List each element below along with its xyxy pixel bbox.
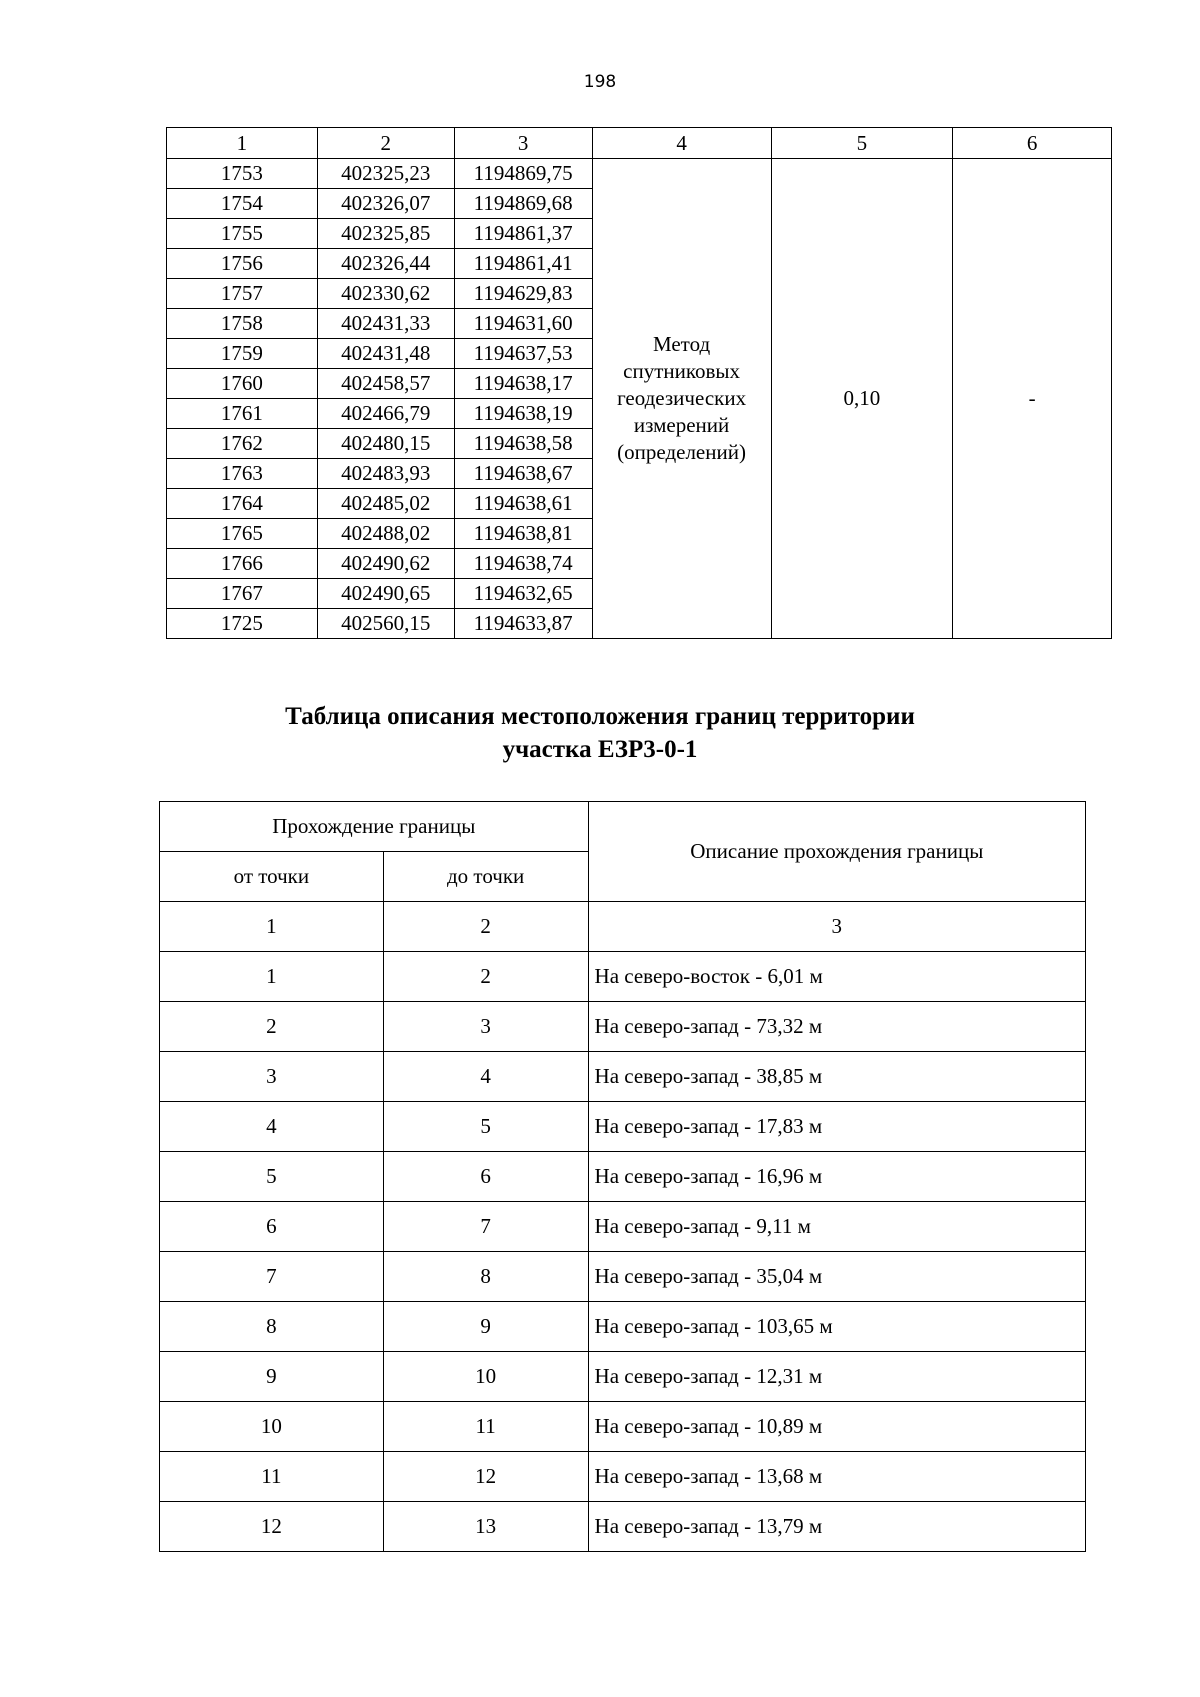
point-number-cell: 1756 <box>167 249 318 279</box>
method-cell: Метод спутниковых геодезических измерений (определений) <box>592 159 771 639</box>
y-coordinate-cell: 1194861,41 <box>454 249 592 279</box>
y-coordinate-cell: 1194638,17 <box>454 369 592 399</box>
column-number-4: 4 <box>592 128 771 159</box>
x-coordinate-cell: 402466,79 <box>317 399 454 429</box>
y-coordinate-cell: 1194632,65 <box>454 579 592 609</box>
title-line-1: Таблица описания местоположения границ территории <box>285 703 915 730</box>
description-cell: На северо-запад - 103,65 м <box>588 1302 1085 1352</box>
column-number-1: 1 <box>167 128 318 159</box>
y-coordinate-cell: 1194629,83 <box>454 279 592 309</box>
from-point-cell: 4 <box>160 1102 384 1152</box>
from-point-cell: 3 <box>160 1052 384 1102</box>
x-coordinate-cell: 402330,62 <box>317 279 454 309</box>
from-point-cell: 8 <box>160 1302 384 1352</box>
y-coordinate-cell: 1194637,53 <box>454 339 592 369</box>
point-number-cell: 1755 <box>167 219 318 249</box>
from-point-cell: 12 <box>160 1502 384 1552</box>
column-number-5: 5 <box>771 128 953 159</box>
description-cell: На северо-восток - 6,01 м <box>588 952 1085 1002</box>
point-number-cell: 1760 <box>167 369 318 399</box>
x-coordinate-cell: 402326,07 <box>317 189 454 219</box>
description-cell: На северо-запад - 13,79 м <box>588 1502 1085 1552</box>
point-number-cell: 1754 <box>167 189 318 219</box>
to-point-cell: 7 <box>383 1202 588 1252</box>
y-coordinate-cell: 1194638,58 <box>454 429 592 459</box>
point-number-cell: 1725 <box>167 609 318 639</box>
description-cell: На северо-запад - 38,85 м <box>588 1052 1085 1102</box>
y-coordinate-cell: 1194869,75 <box>454 159 592 189</box>
x-coordinate-cell: 402485,02 <box>317 489 454 519</box>
column-6-cell: - <box>953 159 1112 639</box>
point-number-cell: 1761 <box>167 399 318 429</box>
accuracy-cell: 0,10 <box>771 159 953 639</box>
y-coordinate-cell: 1194638,74 <box>454 549 592 579</box>
table-row <box>160 1352 1086 1402</box>
table-row <box>160 1302 1086 1352</box>
coordinates-table <box>166 127 1112 639</box>
x-coordinate-cell: 402560,15 <box>317 609 454 639</box>
table-title <box>0 700 1200 766</box>
description-cell: На северо-запад - 13,68 м <box>588 1452 1085 1502</box>
x-coordinate-cell: 402483,93 <box>317 459 454 489</box>
from-point-cell: 6 <box>160 1202 384 1252</box>
table-row <box>160 1402 1086 1452</box>
boundary-header-row <box>160 802 1086 852</box>
point-number-cell: 1753 <box>167 159 318 189</box>
y-coordinate-cell: 1194638,19 <box>454 399 592 429</box>
point-number-cell: 1759 <box>167 339 318 369</box>
y-coordinate-cell: 1194638,67 <box>454 459 592 489</box>
from-point-cell: 11 <box>160 1452 384 1502</box>
table-row <box>160 1102 1086 1152</box>
table-row <box>160 1052 1086 1102</box>
boundary-description-table <box>159 801 1086 1552</box>
x-coordinate-cell: 402488,02 <box>317 519 454 549</box>
page-number: 198 <box>583 72 617 92</box>
boundary-column-numbers-row <box>160 902 1086 952</box>
table-row <box>160 1202 1086 1252</box>
description-cell: На северо-запад - 35,04 м <box>588 1252 1085 1302</box>
table-row <box>160 1452 1086 1502</box>
x-coordinate-cell: 402480,15 <box>317 429 454 459</box>
to-point-cell: 10 <box>383 1352 588 1402</box>
to-point-cell: 12 <box>383 1452 588 1502</box>
header-description: Описание прохождения границы <box>588 802 1085 902</box>
to-point-cell: 8 <box>383 1252 588 1302</box>
x-coordinate-cell: 402326,44 <box>317 249 454 279</box>
x-coordinate-cell: 402458,57 <box>317 369 454 399</box>
column-number-2: 2 <box>383 902 588 952</box>
table-row <box>160 952 1086 1002</box>
table-row <box>167 159 1112 189</box>
y-coordinate-cell: 1194869,68 <box>454 189 592 219</box>
point-number-cell: 1758 <box>167 309 318 339</box>
point-number-cell: 1763 <box>167 459 318 489</box>
column-number-6: 6 <box>953 128 1112 159</box>
y-coordinate-cell: 1194633,87 <box>454 609 592 639</box>
point-number-cell: 1766 <box>167 549 318 579</box>
table-row <box>160 1252 1086 1302</box>
x-coordinate-cell: 402431,48 <box>317 339 454 369</box>
header-boundary-passage: Прохождение границы <box>160 802 589 852</box>
to-point-cell: 9 <box>383 1302 588 1352</box>
point-number-cell: 1767 <box>167 579 318 609</box>
description-cell: На северо-запад - 73,32 м <box>588 1002 1085 1052</box>
column-number-1: 1 <box>160 902 384 952</box>
column-number-3: 3 <box>588 902 1085 952</box>
description-cell: На северо-запад - 16,96 м <box>588 1152 1085 1202</box>
from-point-cell: 2 <box>160 1002 384 1052</box>
to-point-cell: 6 <box>383 1152 588 1202</box>
description-cell: На северо-запад - 10,89 м <box>588 1402 1085 1452</box>
to-point-cell: 11 <box>383 1402 588 1452</box>
point-number-cell: 1765 <box>167 519 318 549</box>
to-point-cell: 4 <box>383 1052 588 1102</box>
description-cell: На северо-запад - 17,83 м <box>588 1102 1085 1152</box>
table-row <box>160 1002 1086 1052</box>
table-row <box>160 1502 1086 1552</box>
y-coordinate-cell: 1194861,37 <box>454 219 592 249</box>
from-point-cell: 10 <box>160 1402 384 1452</box>
table-row <box>160 1152 1086 1202</box>
column-number-3: 3 <box>454 128 592 159</box>
header-from-point: от точки <box>160 852 384 902</box>
x-coordinate-cell: 402431,33 <box>317 309 454 339</box>
to-point-cell: 13 <box>383 1502 588 1552</box>
point-number-cell: 1762 <box>167 429 318 459</box>
y-coordinate-cell: 1194631,60 <box>454 309 592 339</box>
coordinates-header-row <box>167 128 1112 159</box>
to-point-cell: 5 <box>383 1102 588 1152</box>
from-point-cell: 7 <box>160 1252 384 1302</box>
title-line-2: участка ЕЗР3-0-1 <box>502 736 698 763</box>
from-point-cell: 5 <box>160 1152 384 1202</box>
to-point-cell: 2 <box>383 952 588 1002</box>
y-coordinate-cell: 1194638,61 <box>454 489 592 519</box>
description-cell: На северо-запад - 9,11 м <box>588 1202 1085 1252</box>
column-number-2: 2 <box>317 128 454 159</box>
point-number-cell: 1764 <box>167 489 318 519</box>
y-coordinate-cell: 1194638,81 <box>454 519 592 549</box>
point-number-cell: 1757 <box>167 279 318 309</box>
x-coordinate-cell: 402490,62 <box>317 549 454 579</box>
x-coordinate-cell: 402490,65 <box>317 579 454 609</box>
x-coordinate-cell: 402325,23 <box>317 159 454 189</box>
header-to-point: до точки <box>383 852 588 902</box>
from-point-cell: 1 <box>160 952 384 1002</box>
x-coordinate-cell: 402325,85 <box>317 219 454 249</box>
description-cell: На северо-запад - 12,31 м <box>588 1352 1085 1402</box>
from-point-cell: 9 <box>160 1352 384 1402</box>
to-point-cell: 3 <box>383 1002 588 1052</box>
